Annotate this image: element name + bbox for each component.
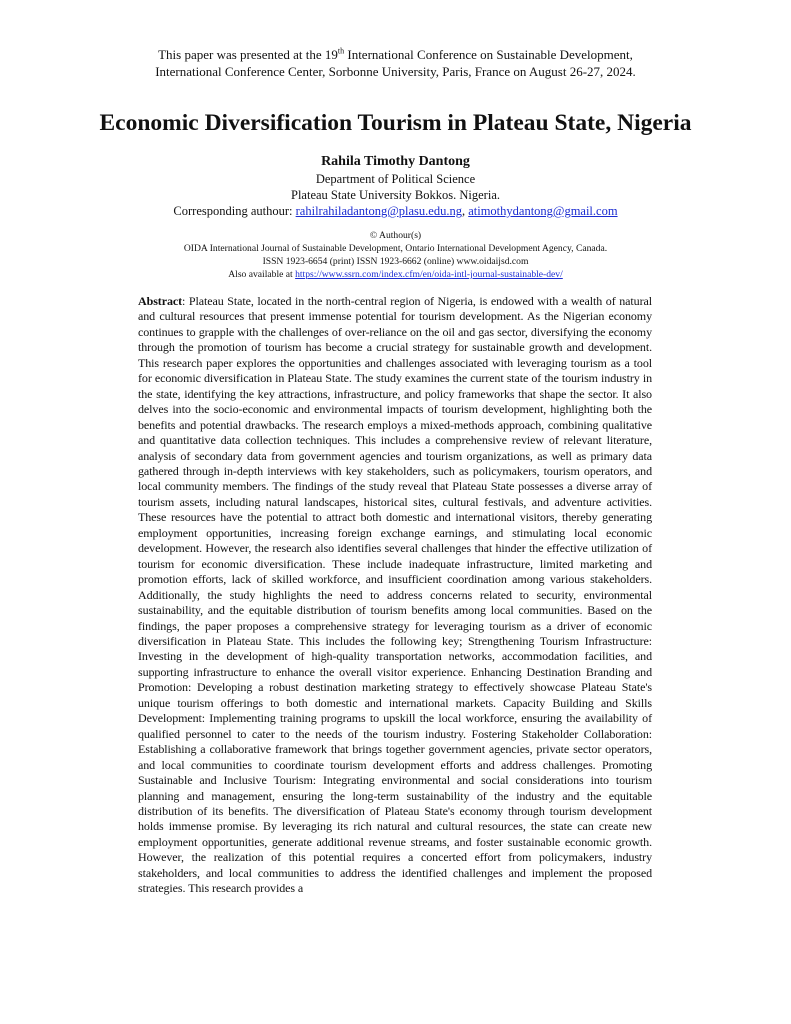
author-affiliation [100, 171, 691, 203]
paper-title: Economic Diversification Tourism in Plateau State, Nigeria [99, 110, 692, 136]
copyright-line: © Authour(s) [369, 230, 422, 241]
conference-note-line1-post: International Conference on Sustainable Development, [344, 47, 633, 62]
corresponding-label: Corresponding authour: [173, 204, 296, 218]
author-university: Plateau State University Bokkos. Nigeria. [291, 188, 500, 202]
email-separator: , [461, 204, 469, 218]
abstract-text: : Plateau State, located in the north-central region of Nigeria, is endowed with a wealth of natural and cultural resources that present immense potential for tourism development. As the Nigerian economy continues to grapple with the challenges of over-reliance on the oil and gas sector, diversifying the economy through the promotion of tourism has become a crucial strategy for sustainable growth and development. This research paper explores the opportunities and challenges associated with leveraging tourism as a tool for economic diversification in Plateau State. The study examines the current state of the tourism industry in the state, identifying the key attractions, infrastructure, and policy frameworks that shape the sector. It also delves into the socio-economic and environmental impacts of tourism development, highlighting both the benefits and potential drawbacks. The research employs a mixed-methods approach, combining qualitative and quantitative data collection techniques. This includes a comprehensive review of relevant literature, analysis of secondary data from government agencies and tourism organizations, as well as primary data gathered through in-depth interviews with key stakeholders, such as policymakers, tourism operators, and local community members. The findings of the study reveal that Plateau State possesses a diverse array of tourism assets, including natural landscapes, historical sites, cultural festivals, and adventure activities. These resources have the potential to attract both domestic and international visitors, thereby generating employment opportunities, increasing foreign exchange earnings, and stimulating local economic development. However, the research also identifies several challenges that hinder the effective utilization of tourism for economic diversification. These include inadequate infrastructure, limited marketing and promotion efforts, lack of skilled workforce, and insufficient coordination among various stakeholders. Additionally, the study highlights the need to address concerns related to security, environmental sustainability, and the equitable distribution of tourism benefits among local communities. Based on the findings, the paper proposes a comprehensive strategy for leveraging tourism as a driver of economic diversification in Plateau State. This includes the following key; Strengthening Tourism Infrastructure: Investing in the development of high-quality transportation networks, accommodation facilities, and supporting infrastructure to enhance the overall visitor experience. Enhancing Destination Branding and Promotion: Developing a robust destination marketing strategy to effectively showcase Plateau State's unique tourism offerings to both domestic and international markets. Capacity Building and Skills Development: Implementing training programs to upskill the local workforce, ensuring the availability of qualified personnel to cater to the needs of the tourism industry. Fostering Stakeholder Collaboration: Establishing a collaborative framework that brings together government agencies, private sector operators, and local communities to coordinate tourism development efforts and address challenges. Promoting Sustainable and Inclusive Tourism: Integrating environmental and social considerations into tourism planning and management, ensuring the long-term sustainability of the industry and the equitable distribution of its benefits. The diversification of Plateau State's economy through tourism development holds immense promise. By leveraging its rich natural and cultural resources, the state can create new employment opportunities, generate additional revenue streams, and foster sustainable economic growth. However, the realization of this potential requires a concerted effort from policymakers, industry stakeholders, and local communities to address the identified challenges and implement the proposed strategies. This research provides a [138, 294, 652, 896]
conference-note-line2: International Conference Center, Sorbonne University, Paris, France on August 26-27, 2024. [155, 64, 636, 79]
ssrn-link[interactable]: https://www.ssrn.com/index.cfm/en/oida-intl-journal-sustainable-dev/ [295, 269, 563, 280]
author-name: Rahila Timothy Dantong [321, 154, 470, 169]
conference-note [100, 46, 691, 80]
email-link-1[interactable]: rahilrahiladantong@plasu.edu.ng [295, 204, 462, 218]
corresponding-author [100, 203, 691, 219]
abstract-label: Abstract [138, 294, 183, 308]
ordinal-suffix: th [337, 46, 345, 56]
issn-line: ISSN 1923-6654 (print) ISSN 1923-6662 (online) www.oidaijsd.com [262, 256, 529, 267]
journal-info [80, 229, 711, 281]
author-department: Department of Political Science [315, 172, 476, 186]
email-link-2[interactable]: atimothydantong@gmail.com [468, 204, 618, 218]
journal-name-line: OIDA International Journal of Sustainable Development, Ontario International Development Agency, Canada. [183, 243, 608, 254]
abstract-paragraph [138, 294, 652, 897]
conference-note-line1-pre: This paper was presented at the 19 [158, 47, 338, 62]
availability-pre: Also available at [228, 269, 296, 280]
